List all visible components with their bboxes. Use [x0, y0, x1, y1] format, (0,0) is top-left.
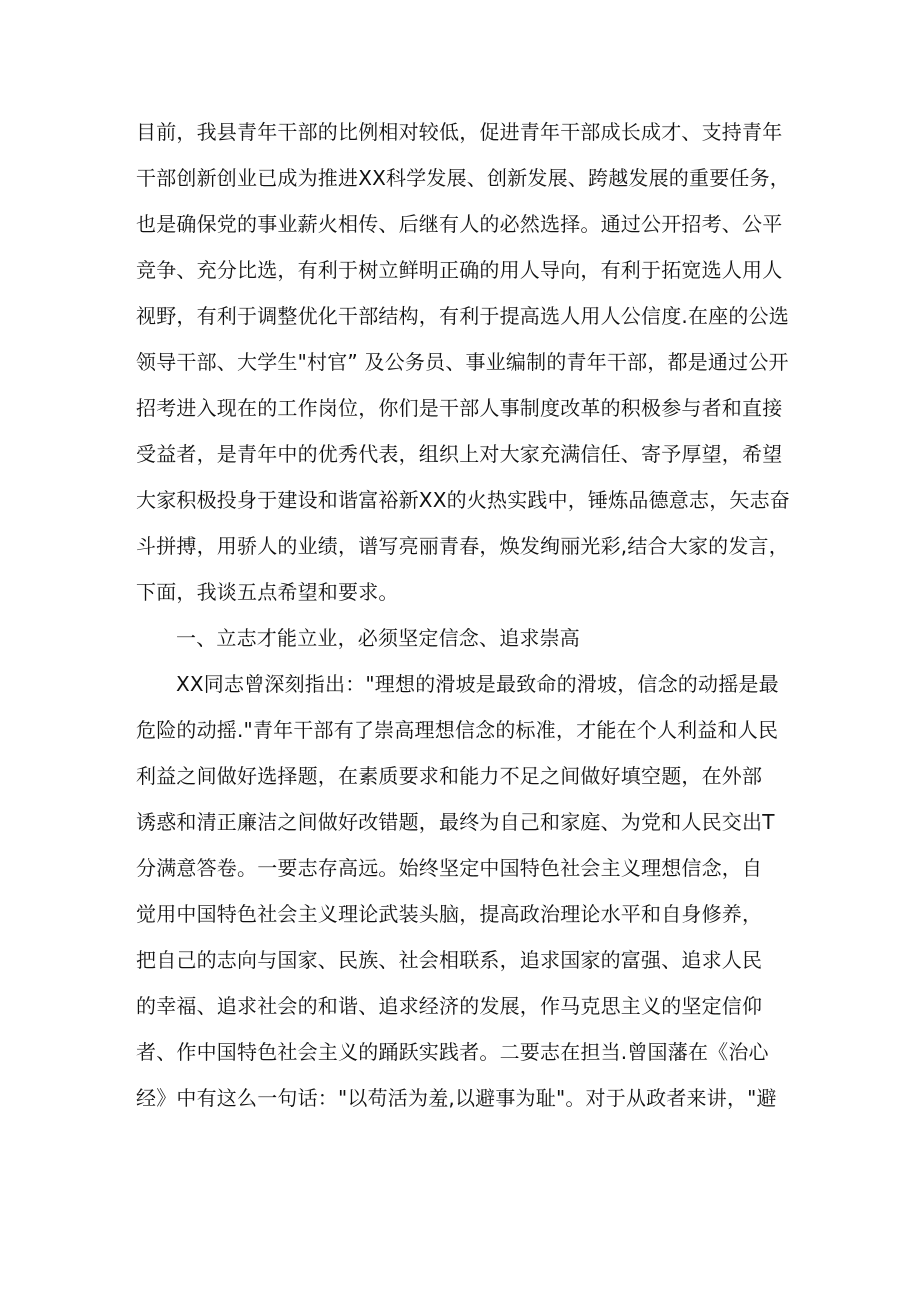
paragraph-line: 干部创新创业已成为推进XX科学发展、创新发展、跨越发展的重要任务，	[136, 166, 791, 190]
paragraph-line: 的幸福、追求社会的和谐、追求经济的发展，作马克思主义的坚定信仰	[136, 994, 763, 1018]
paragraph-line: 目前，我县青年干部的比例相对较低，促进青年干部成长成才、支持青年	[136, 120, 783, 144]
paragraph-line: 分满意答卷。一要志存高远。始终坚定中国特色社会主义理想信念，自	[136, 856, 763, 880]
paragraph-line: 领导干部、大学生"村官” 及公务员、事业编制的青年干部，都是通过公开	[136, 350, 789, 374]
paragraph-line: 大家积极投身于建设和谐富裕新XX的火热实践中，锤炼品德意志，矢志奋	[136, 488, 791, 512]
paragraph-line: XX同志曾深刻指出："理想的滑坡是最致命的滑坡，信念的动摇是最	[176, 672, 779, 696]
paragraph-line: 也是确保党的事业薪火相传、后继有人的必然选择。通过公开招考、公平	[136, 212, 783, 236]
paragraph-line: 诱惑和清正廉洁之间做好改错题，最终为自己和家庭、为党和人民交出T	[136, 810, 775, 834]
paragraph-line: 危险的动摇."青年干部有了崇高理想信念的标准，才能在个人利益和人民	[136, 718, 779, 742]
paragraph-line: 利益之间做好选择题，在素质要求和能力不足之间做好填空题，在外部	[136, 764, 763, 788]
section-heading: 一、立志才能立业，必须坚定信念、追求崇高	[176, 626, 580, 650]
paragraph-line: 把自己的志向与国家、民族、社会相联系，追求国家的富强、追求人民	[136, 948, 763, 972]
paragraph-line: 招考进入现在的工作岗位，你们是干部人事制度改革的积极参与者和直接	[136, 396, 783, 420]
paragraph-line: 经》中有这么一句话："以苟活为羞,以避事为耻"。对于从政者来讲，"避	[136, 1086, 777, 1110]
paragraph-line: 者、作中国特色社会主义的踊跃实践者。二要志在担当.曾国藩在《治心	[136, 1040, 769, 1064]
paragraph-line: 受益者，是青年中的优秀代表，组织上对大家充满信任、寄予厚望，希望	[136, 442, 783, 466]
paragraph-line: 觉用中国特色社会主义理论武装头脑，提高政治理论水平和自身修养，	[136, 902, 763, 926]
paragraph-line: 竞争、充分比选，有利于树立鲜明正确的用人导向，有利于拓宽选人用人	[136, 258, 783, 282]
paragraph-line: 视野，有利于调整优化干部结构，有利于提高选人用人公信度.在座的公选	[136, 304, 789, 328]
paragraph-line: 下面，我谈五点希望和要求。	[136, 580, 399, 604]
paragraph-line: 斗拼搏，用骄人的业绩，谱写亮丽青春，焕发绚丽光彩,结合大家的发言，	[136, 534, 789, 558]
